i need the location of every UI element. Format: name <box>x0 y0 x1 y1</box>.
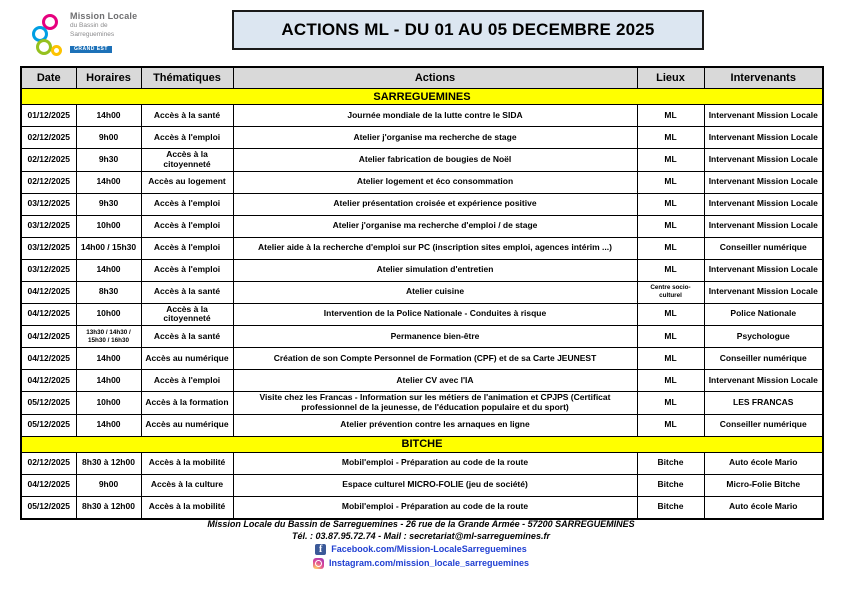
cell-lieu: ML <box>637 348 704 370</box>
cell-thematique: Accès à l'emploi <box>141 127 233 149</box>
cell-intervenant: Intervenant Mission Locale <box>704 127 823 149</box>
cell-thematique: Accès au logement <box>141 171 233 193</box>
cell-action: Atelier simulation d'entretien <box>233 259 637 281</box>
facebook-icon: f <box>315 544 326 555</box>
col-header-thematiques: Thématiques <box>141 67 233 89</box>
table-row <box>21 370 823 392</box>
table-row <box>21 281 823 303</box>
cell-thematique: Accès au numérique <box>141 348 233 370</box>
cell-action: Atelier cuisine <box>233 281 637 303</box>
cell-intervenant: Police Nationale <box>704 303 823 326</box>
cell-action: Atelier CV avec l'IA <box>233 370 637 392</box>
cell-intervenant: Auto école Mario <box>704 452 823 474</box>
cell-horaires: 10h00 <box>76 303 141 326</box>
table-row <box>21 149 823 172</box>
cell-horaires: 13h30 / 14h30 / 15h30 / 16h30 <box>76 326 141 348</box>
cell-date: 05/12/2025 <box>21 414 76 436</box>
cell-thematique: Accès à l'emploi <box>141 193 233 215</box>
cell-horaires: 14h00 <box>76 414 141 436</box>
cell-intervenant: Intervenant Mission Locale <box>704 215 823 237</box>
section-banner-row <box>21 89 823 105</box>
logo-text <box>70 12 137 54</box>
section-banner-bitche: BITCHE <box>21 436 823 452</box>
cell-horaires: 14h00 <box>76 348 141 370</box>
cell-date: 02/12/2025 <box>21 452 76 474</box>
cell-action: Journée mondiale de la lutte contre le SIDA <box>233 105 637 127</box>
cell-action: Espace culturel MICRO-FOLIE (jeu de société) <box>233 474 637 496</box>
cell-lieu: Bitche <box>637 474 704 496</box>
table-row <box>21 348 823 370</box>
cell-action: Intervention de la Police Nationale - Conduites à risque <box>233 303 637 326</box>
section-banner-sarreguemines: SARREGUEMINES <box>21 89 823 105</box>
footer <box>0 518 842 570</box>
table-row <box>21 452 823 474</box>
cell-date: 03/12/2025 <box>21 215 76 237</box>
cell-lieu: Bitche <box>637 452 704 474</box>
cell-thematique: Accès à la santé <box>141 326 233 348</box>
cell-thematique: Accès à la santé <box>141 281 233 303</box>
table-row <box>21 237 823 259</box>
table-row <box>21 193 823 215</box>
footer-contact: Tél. : 03.87.95.72.74 - Mail : secretariat@ml-sarreguemines.fr <box>292 531 550 542</box>
facebook-link[interactable]: Facebook.com/Mission-LocaleSarreguemines <box>331 544 527 555</box>
cell-lieu: ML <box>637 414 704 436</box>
cell-lieu: ML <box>637 149 704 172</box>
table-header-row <box>21 67 823 89</box>
cell-thematique: Accès à la mobilité <box>141 496 233 519</box>
cell-thematique: Accès à la citoyenneté <box>141 149 233 172</box>
cell-intervenant: Intervenant Mission Locale <box>704 105 823 127</box>
table-row <box>21 171 823 193</box>
cell-horaires: 14h00 <box>76 105 141 127</box>
cell-date: 04/12/2025 <box>21 474 76 496</box>
cell-lieu: ML <box>637 259 704 281</box>
cell-intervenant: Intervenant Mission Locale <box>704 193 823 215</box>
cell-thematique: Accès à l'emploi <box>141 370 233 392</box>
cell-action: Visite chez les Francas - Information sur les métiers de l'animation et CPJPS (Certificat professionnel de la jeunesse, de l'éducation populaire et du sport) <box>233 392 637 415</box>
cell-action: Permanence bien-être <box>233 326 637 348</box>
cell-date: 04/12/2025 <box>21 348 76 370</box>
cell-intervenant: Auto école Mario <box>704 496 823 519</box>
cell-date: 03/12/2025 <box>21 193 76 215</box>
cell-intervenant: Intervenant Mission Locale <box>704 370 823 392</box>
cell-action: Atelier présentation croisée et expérience positive <box>233 193 637 215</box>
cell-lieu: ML <box>637 392 704 415</box>
cell-lieu: ML <box>637 237 704 259</box>
cell-thematique: Accès à l'emploi <box>141 215 233 237</box>
logo-circles-icon <box>28 12 66 60</box>
document-title-box <box>232 10 704 50</box>
cell-horaires: 8h30 à 12h00 <box>76 452 141 474</box>
cell-intervenant: Micro-Folie Bitche <box>704 474 823 496</box>
cell-intervenant: Intervenant Mission Locale <box>704 281 823 303</box>
cell-intervenant: Psychologue <box>704 326 823 348</box>
table-row <box>21 303 823 326</box>
table-row <box>21 496 823 519</box>
cell-intervenant: Intervenant Mission Locale <box>704 149 823 172</box>
cell-horaires: 10h00 <box>76 215 141 237</box>
logo-title: Mission Locale <box>70 11 138 21</box>
cell-action: Mobil'emploi - Préparation au code de la route <box>233 452 637 474</box>
table-row <box>21 127 823 149</box>
schedule-table-body <box>21 89 823 519</box>
cell-thematique: Accès à la formation <box>141 392 233 415</box>
cell-lieu: ML <box>637 215 704 237</box>
cell-action: Atelier aide à la recherche d'emploi sur PC (inscription sites emploi, agences intérim ...) <box>233 237 637 259</box>
cell-horaires: 9h00 <box>76 127 141 149</box>
cell-thematique: Accès à la citoyenneté <box>141 303 233 326</box>
logo-region-badge: GRAND EST <box>70 46 112 53</box>
cell-thematique: Accès à l'emploi <box>141 259 233 281</box>
cell-lieu: ML <box>637 127 704 149</box>
table-row <box>21 414 823 436</box>
cell-intervenant: Conseiller numérique <box>704 348 823 370</box>
cell-intervenant: LES FRANCAS <box>704 392 823 415</box>
cell-horaires: 9h30 <box>76 149 141 172</box>
facebook-link-row <box>0 542 842 556</box>
cell-horaires: 10h00 <box>76 392 141 415</box>
cell-horaires: 9h30 <box>76 193 141 215</box>
cell-thematique: Accès au numérique <box>141 414 233 436</box>
cell-lieu: ML <box>637 326 704 348</box>
cell-date: 04/12/2025 <box>21 326 76 348</box>
cell-date: 01/12/2025 <box>21 105 76 127</box>
cell-horaires: 14h00 / 15h30 <box>76 237 141 259</box>
section-banner-row <box>21 436 823 452</box>
cell-action: Création de son Compte Personnel de Formation (CPF) et de sa Carte JEUNEST <box>233 348 637 370</box>
cell-lieu: Centre socio-culturel <box>637 281 704 303</box>
cell-action: Atelier j'organise ma recherche de stage <box>233 127 637 149</box>
table-row <box>21 105 823 127</box>
cell-action: Atelier j'organise ma recherche d'emploi / de stage <box>233 215 637 237</box>
cell-lieu: Bitche <box>637 496 704 519</box>
cell-thematique: Accès à la santé <box>141 105 233 127</box>
document-title: ACTIONS ML - DU 01 AU 05 DECEMBRE 2025 <box>281 20 655 39</box>
cell-intervenant: Intervenant Mission Locale <box>704 171 823 193</box>
instagram-icon <box>313 558 324 569</box>
table-row <box>21 392 823 415</box>
cell-horaires: 8h30 à 12h00 <box>76 496 141 519</box>
col-header-intervenants: Intervenants <box>704 67 823 89</box>
cell-intervenant: Conseiller numérique <box>704 414 823 436</box>
cell-horaires: 9h00 <box>76 474 141 496</box>
table-row <box>21 474 823 496</box>
cell-lieu: ML <box>637 193 704 215</box>
footer-address: Mission Locale du Bassin de Sarreguemines - 26 rue de la Grande Armée - 57200 SARREGUEMINES <box>207 519 635 529</box>
instagram-link[interactable]: Instagram.com/mission_locale_sarreguemines <box>328 558 530 569</box>
cell-horaires: 14h00 <box>76 370 141 392</box>
col-header-date: Date <box>21 67 76 89</box>
cell-intervenant: Conseiller numérique <box>704 237 823 259</box>
cell-horaires: 14h00 <box>76 259 141 281</box>
col-header-actions: Actions <box>233 67 637 89</box>
cell-lieu: ML <box>637 370 704 392</box>
cell-action: Atelier logement et éco consommation <box>233 171 637 193</box>
actions-table <box>20 66 824 520</box>
cell-date: 05/12/2025 <box>21 496 76 519</box>
instagram-link-row <box>0 556 842 570</box>
cell-horaires: 14h00 <box>76 171 141 193</box>
logo-subtitle-2: Sarreguemines <box>70 30 115 38</box>
cell-lieu: ML <box>637 303 704 326</box>
table-row <box>21 259 823 281</box>
cell-date: 04/12/2025 <box>21 303 76 326</box>
cell-date: 04/12/2025 <box>21 370 76 392</box>
cell-intervenant: Intervenant Mission Locale <box>704 259 823 281</box>
cell-date: 03/12/2025 <box>21 237 76 259</box>
cell-thematique: Accès à la mobilité <box>141 452 233 474</box>
cell-action: Mobil'emploi - Préparation au code de la route <box>233 496 637 519</box>
cell-date: 02/12/2025 <box>21 127 76 149</box>
cell-action: Atelier fabrication de bougies de Noël <box>233 149 637 172</box>
cell-date: 04/12/2025 <box>21 281 76 303</box>
cell-date: 02/12/2025 <box>21 171 76 193</box>
cell-date: 02/12/2025 <box>21 149 76 172</box>
cell-horaires: 8h30 <box>76 281 141 303</box>
table-row <box>21 326 823 348</box>
col-header-lieux: Lieux <box>637 67 704 89</box>
cell-thematique: Accès à la culture <box>141 474 233 496</box>
cell-date: 05/12/2025 <box>21 392 76 415</box>
cell-date: 03/12/2025 <box>21 259 76 281</box>
cell-action: Atelier prévention contre les arnaques en ligne <box>233 414 637 436</box>
cell-lieu: ML <box>637 105 704 127</box>
mission-locale-logo <box>28 12 158 64</box>
table-row <box>21 215 823 237</box>
cell-lieu: ML <box>637 171 704 193</box>
col-header-horaires: Horaires <box>76 67 141 89</box>
logo-subtitle-1: du Bassin de <box>70 22 108 29</box>
cell-thematique: Accès à l'emploi <box>141 237 233 259</box>
actions-table-wrap <box>20 66 822 520</box>
